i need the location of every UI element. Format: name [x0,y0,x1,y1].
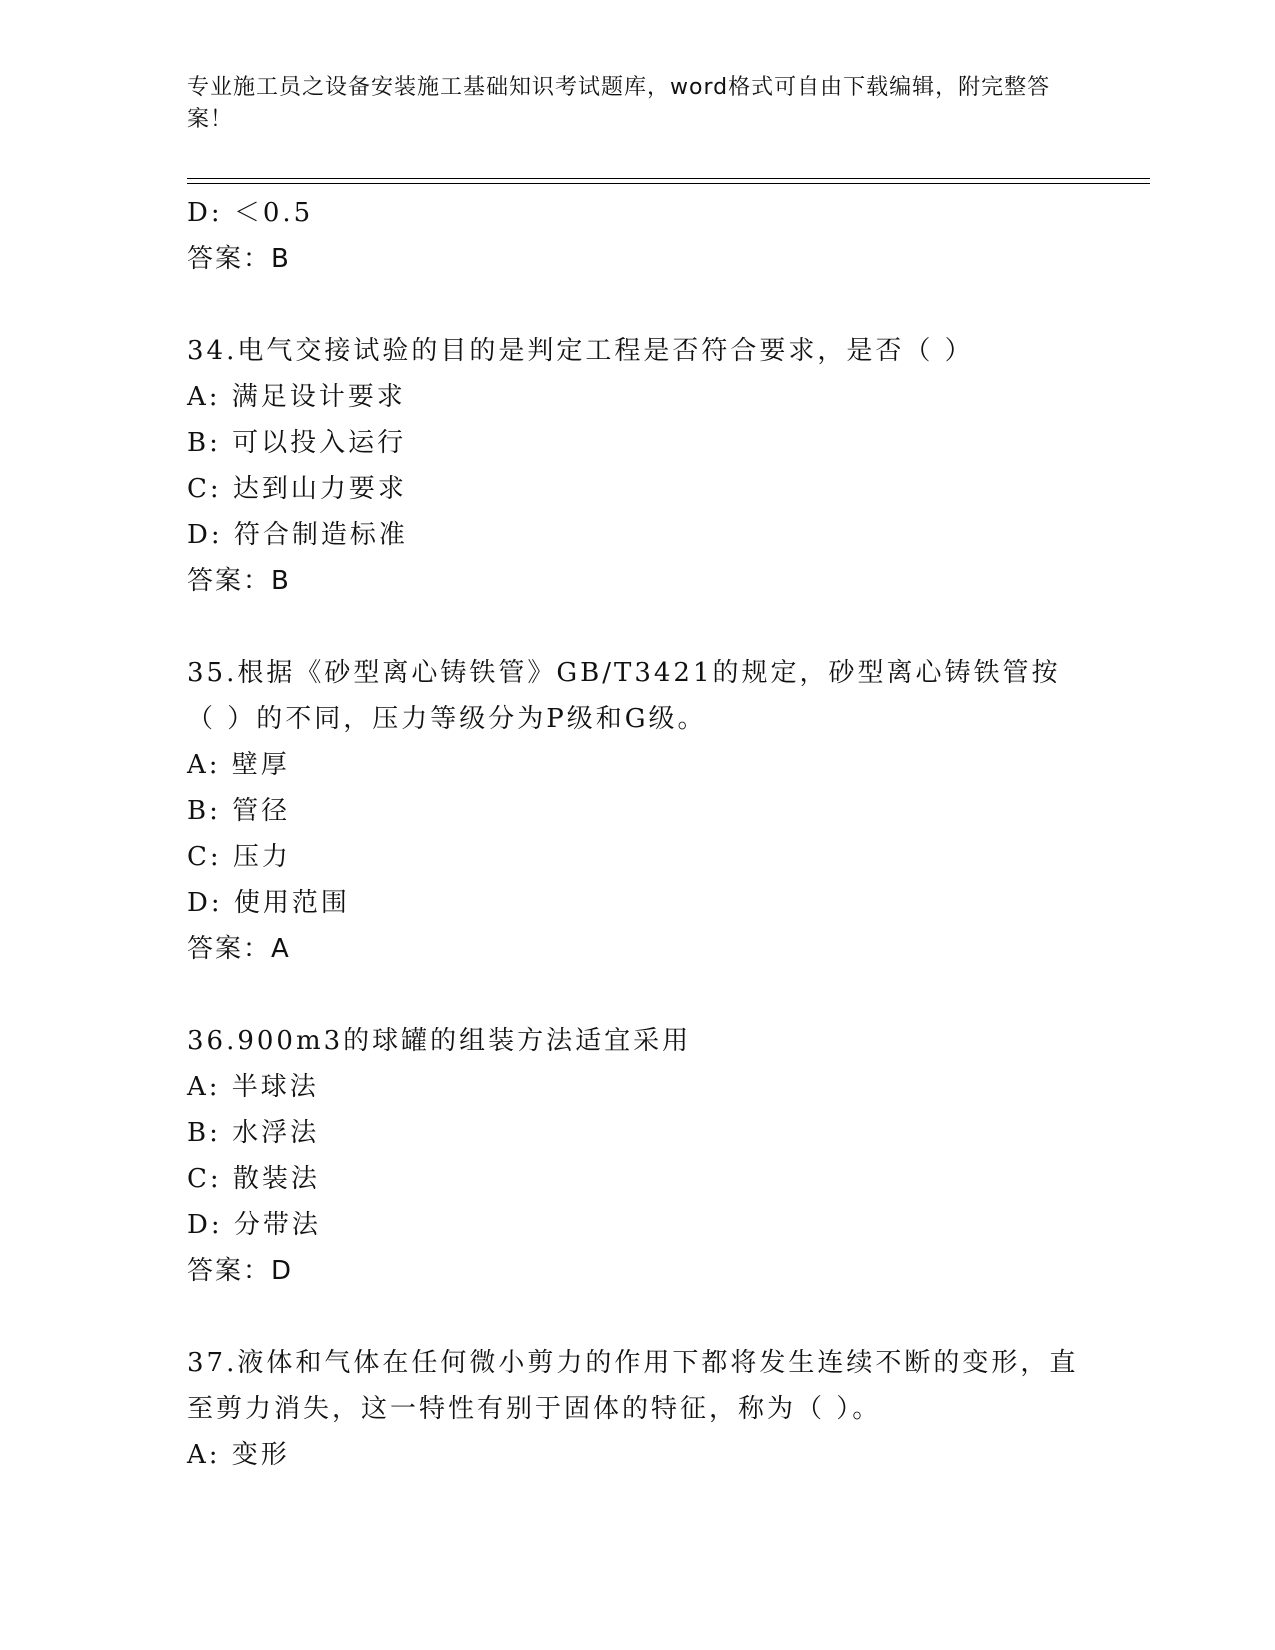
header-divider-bottom [187,183,1150,184]
option-line: C: 散装法 [187,1164,320,1194]
option-line: A: 满足设计要求 [187,382,406,412]
option-line: B: 水浮法 [187,1118,320,1148]
option-line: D: 符合制造标准 [187,520,408,550]
option-line: B: 可以投入运行 [187,428,407,458]
question-block-37 [187,1340,1087,1478]
header-divider-top [187,178,1150,179]
question-text: 36.900m3的球罐的组装方法适宜采用 [187,1026,692,1056]
question-block-36 [187,1018,1087,1294]
answer-line: 答案：B [187,244,291,274]
question-text: 37.液体和气体在任何微小剪力的作用下都将发生连续不断的变形，直至剪力消失，这一特性有别于固体的特征，称为（ ）。 [187,1348,1079,1424]
option-line: A: 变形 [187,1440,290,1470]
option-line: B: 管径 [187,796,291,826]
question-text: 35.根据《砂型离心铸铁管》GB/T3421的规定，砂型离心铸铁管按（ ）的不同，压力等级分为P级和G级。 [187,658,1061,734]
option-line: A: 半球法 [187,1072,319,1102]
answer-line: 答案：A [187,934,291,964]
option-line: D: 使用范围 [187,888,350,918]
option-line: D: 分带法 [187,1210,321,1240]
document-header: 专业施工员之设备安装施工基础知识考试题库，word格式可自由下载编辑，附完整答案！ [187,75,1051,132]
question-block-35 [187,650,1087,972]
option-line: D: ＜0.5 [187,198,314,228]
option-line: C: 压力 [187,842,291,872]
answer-line: 答案：B [187,566,291,596]
answer-line: 答案：D [187,1256,294,1286]
question-list [187,190,1087,1478]
question-block-34 [187,328,1087,604]
question-text: 34.电气交接试验的目的是判定工程是否符合要求，是否（ ） [187,336,974,366]
option-line: A: 壁厚 [187,750,290,780]
option-line: C: 达到山力要求 [187,474,407,504]
question-block-33 [187,190,1087,282]
